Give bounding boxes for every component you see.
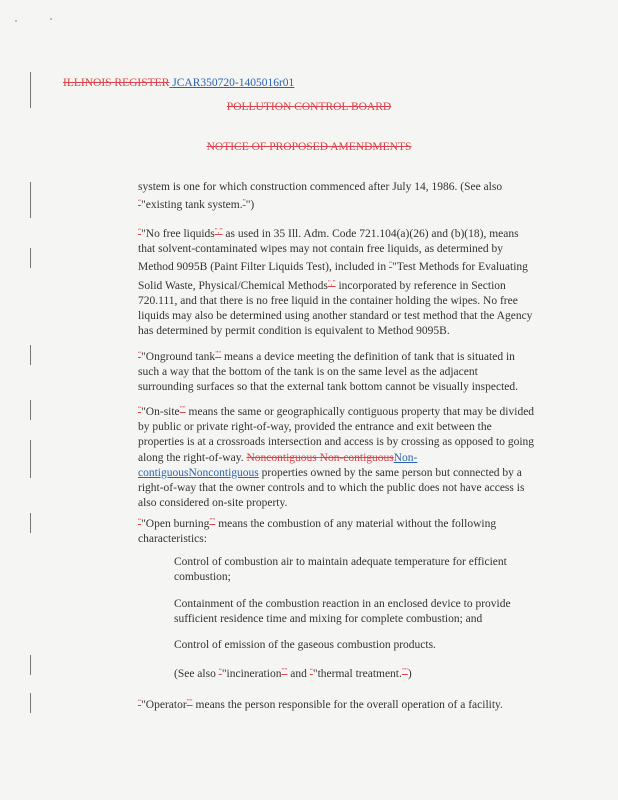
register-deleted: ILLINOIS REGISTER (63, 77, 170, 89)
text: incorporated by reference in Section 720.111, and that there is no free liquid in the container holding the wipes. No free liquids may also be determined using another standard or test method that the Agency has determined by permit condition is equivalent to Method 9095B. (138, 279, 533, 338)
change-bar (30, 693, 31, 713)
quote-mark: “ (138, 350, 142, 358)
list-item: Control of combustion air to maintain adequate temperature for efficient combustion; (174, 556, 507, 584)
scan-speck (50, 18, 52, 20)
quote-mark: “ (138, 698, 142, 706)
quote-mark: “ (138, 227, 142, 235)
quote-mark: “ (389, 260, 393, 269)
text: ") (245, 199, 255, 212)
paragraph-on-site (138, 402, 536, 511)
quote-mark: “ (218, 667, 222, 675)
text: "thermal treatment. (312, 668, 402, 680)
scan-speck (15, 20, 17, 22)
quote-mark: " (212, 517, 216, 525)
quote-mark: “ (309, 667, 313, 675)
change-bar (30, 182, 31, 218)
inserted-text: Noncontiguous (188, 466, 259, 479)
quote-mark: ” (281, 667, 285, 675)
text: means the person responsible for the overall operation of a facility. (192, 699, 503, 711)
inserted-text: Non-contiguous (138, 451, 418, 479)
text: and (287, 668, 310, 680)
text: means a device meeting the definition of tank that is situated in such a way that the bottom of the tank is on the same level as the adjacent surrounding surfaces so that the external tank bottom cannot be visually inspected. (138, 351, 519, 394)
change-bar (30, 513, 31, 533)
register-inserted: JCAR350720-1405016r01 (172, 77, 295, 89)
notice-title: NOTICE OF PROPOSED AMENDMENTS (206, 141, 412, 153)
term: "On-site (141, 406, 180, 418)
quote-mark: " (218, 350, 222, 358)
term: "Operator (141, 699, 187, 711)
quote-mark: " (189, 698, 193, 706)
text: means the combustion of any material without the following characteristics: (138, 518, 497, 546)
list-item: Containment of the combustion reaction in an enclosed device to provide sufficient residence time and mixing for complete combustion; and (174, 598, 511, 626)
board-title: POLLUTION CONTROL BOARD (226, 101, 392, 113)
change-bar (30, 655, 31, 675)
deleted-text: Noncontiguous (246, 451, 320, 464)
change-bar (30, 440, 31, 478)
paragraph-onground-tank (138, 347, 536, 396)
list-item: Control of emission of the gaseous combustion products. (174, 639, 436, 651)
text: system is one for which construction commenced after July 14, 1986. (See also (138, 181, 503, 193)
paragraph-operator (138, 695, 536, 713)
quote-mark: ", (327, 278, 333, 287)
text: "incineration (221, 668, 282, 680)
quote-mark: ” (186, 698, 190, 706)
text: (See also (174, 668, 219, 680)
quote-mark: “ (138, 198, 142, 207)
quote-mark: ” (332, 278, 336, 287)
quote-mark: ” (209, 517, 213, 525)
quote-mark: ” (215, 350, 219, 358)
change-bar (30, 248, 31, 268)
quote-mark: “ (138, 405, 142, 413)
register-header (63, 77, 294, 89)
term: "Open burning (141, 518, 210, 530)
quote-mark: " (182, 405, 186, 413)
term: "Onground tank (141, 351, 216, 363)
text: means the same or geographically contiguous property that may be divided by public or private right-of-way, provided the entrance and exit between the properties is at a crossroads intersection and access is by crossing as opposed to going along the right-of-way. (138, 406, 535, 464)
text: ) (407, 668, 412, 680)
paragraph-tank-system (138, 180, 536, 213)
deleted-text: Non-contiguous (319, 451, 394, 464)
text: properties owned by the same person but connected by a right-of-way that the owner controls and to which the public does not have access is also considered on-site property. (138, 466, 525, 510)
text: "existing tank system. (141, 199, 243, 212)
paragraph-open-burning (138, 514, 536, 547)
quote-mark: ” (242, 198, 246, 207)
quote-mark: ” (401, 667, 405, 675)
paragraph-no-free-liquids (138, 224, 536, 339)
text: as used in 35 Ill. Adm. Code 721.104(a)(26) and (b)(18), means that solvent-contaminated wipes may not contain free liquids, as determined by Method 9095B (Paint Filter Liquids Test), included in (138, 228, 519, 274)
quote-mark: ", (214, 227, 220, 235)
quote-mark: ” (219, 227, 223, 235)
change-bar (30, 345, 31, 365)
quote-mark: “ (138, 517, 142, 525)
see-also-note (174, 664, 534, 682)
quote-mark: " (405, 667, 408, 675)
term: "No free liquids (141, 228, 215, 240)
quote-mark: ” (179, 405, 183, 413)
quote-mark: " (284, 667, 288, 675)
text: "Test Methods for Evaluating Solid Waste, Physical/Chemical Methods (138, 261, 528, 292)
change-bar (30, 400, 31, 420)
